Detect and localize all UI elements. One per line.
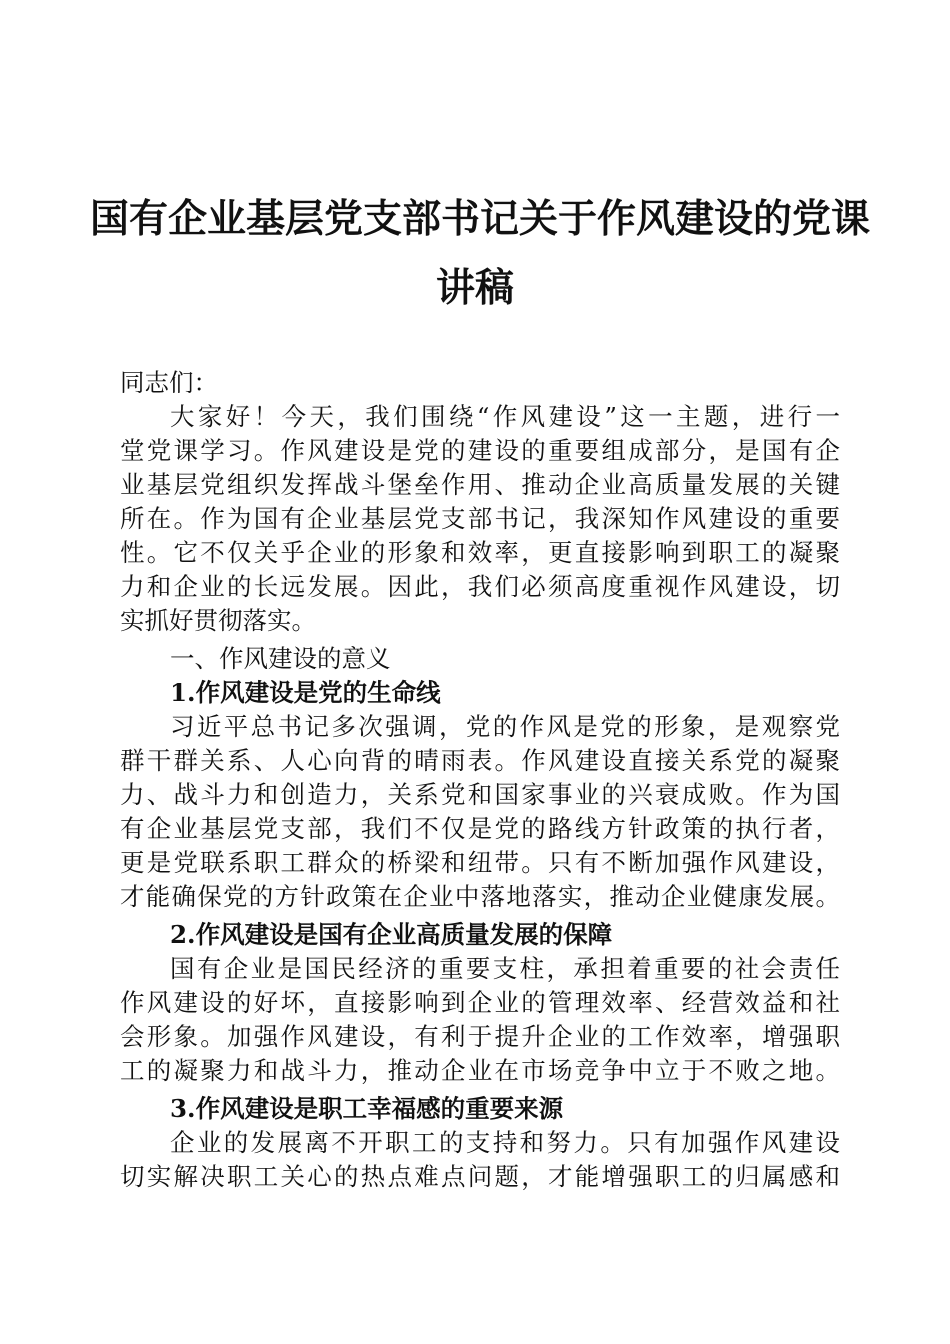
paragraph-line: 工的凝聚力和战斗力，推动企业在市场竞争中立于不败之地。: [120, 1056, 840, 1085]
document-title-line-1: 国有企业基层党支部书记关于作风建设的党课: [90, 196, 871, 242]
paragraph-line: 才能确保党的方针政策在企业中落地落实，推动企业健康发展。: [120, 882, 840, 911]
salutation: 同志们：: [120, 368, 218, 397]
paragraph-line: 所在。作为国有企业基层党支部书记，我深知作风建设的重要: [120, 504, 840, 533]
paragraph-line: 国有企业是国民经济的重要支柱，承担着重要的社会责任: [170, 954, 840, 983]
paragraph-line: 业基层党组织发挥战斗堡垒作用、推动企业高质量发展的关键: [120, 470, 840, 499]
paragraph-line: 堂党课学习。作风建设是党的建设的重要组成部分，是国有企: [120, 436, 840, 465]
paragraph-line: 更是党联系职工群众的桥梁和纽带。只有不断加强作风建设，: [120, 848, 840, 877]
paragraph-line: 有企业基层党支部，我们不仅是党的路线方针政策的执行者，: [120, 814, 840, 843]
subsection-heading: 1.作风建设是党的生命线: [170, 678, 441, 707]
paragraph-line: 大家好！今天，我们围绕“作风建设”这一主题，进行一: [170, 402, 840, 431]
subsection-heading: 3.作风建设是职工幸福感的重要来源: [170, 1094, 564, 1123]
paragraph-line: 力、战斗力和创造力，关系党和国家事业的兴衰成败。作为国: [120, 780, 840, 809]
paragraph-line: 实抓好贯彻落实。: [120, 606, 316, 635]
paragraph-line: 力和企业的长远发展。因此，我们必须高度重视作风建设，切: [120, 572, 840, 601]
paragraph-line: 习近平总书记多次强调，党的作风是党的形象，是观察党: [170, 712, 840, 741]
subsection-heading: 2.作风建设是国有企业高质量发展的保障: [170, 920, 613, 949]
paragraph-line: 作风建设的好坏，直接影响到企业的管理效率、经营效益和社: [120, 988, 840, 1017]
section-heading: 一、作风建设的意义: [170, 644, 391, 673]
paragraph-line: 性。它不仅关乎企业的形象和效率，更直接影响到职工的凝聚: [120, 538, 840, 567]
paragraph-line: 企业的发展离不开职工的支持和努力。只有加强作风建设: [170, 1128, 840, 1157]
paragraph-line: 切实解决职工关心的热点难点问题，才能增强职工的归属感和: [120, 1162, 840, 1191]
paragraph-line: 群干群关系、人心向背的晴雨表。作风建设直接关系党的凝聚: [120, 746, 840, 775]
paragraph-line: 会形象。加强作风建设，有利于提升企业的工作效率，增强职: [120, 1022, 840, 1051]
document-title-line-2: 讲稿: [435, 265, 514, 311]
